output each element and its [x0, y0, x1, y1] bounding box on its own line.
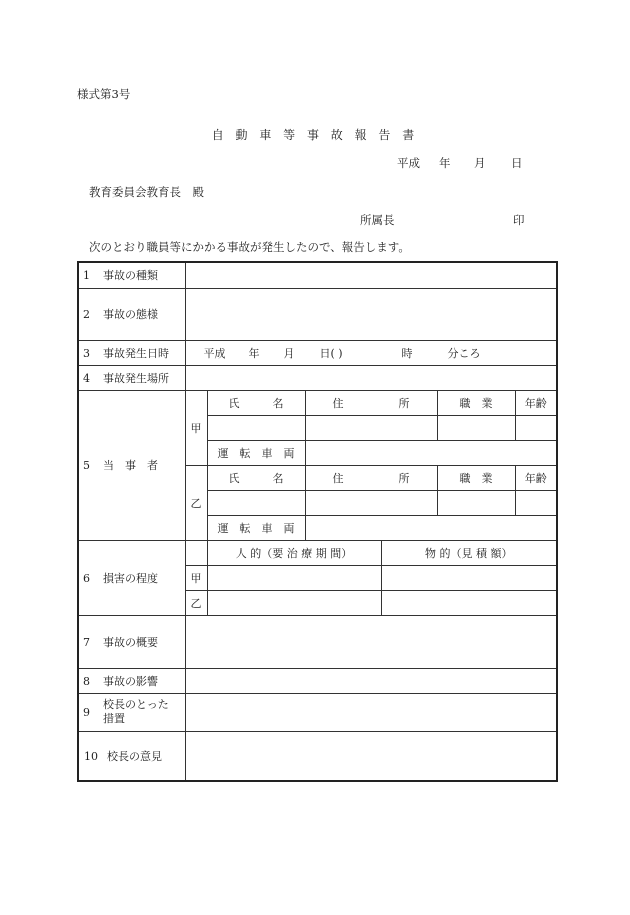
label-parties: 5 当 事 者 [78, 390, 185, 540]
party-a-col-age: 年齢 [515, 390, 557, 415]
row-opinion [78, 731, 557, 781]
date-year: 年 [439, 156, 451, 170]
row-accident-datetime [78, 340, 557, 365]
field-accident-mode[interactable] [185, 288, 557, 340]
dt-day: 日( ) [319, 346, 343, 360]
date-month: 月 [474, 156, 486, 170]
party-b-col-address: 住 所 [305, 465, 437, 490]
party-b-occupation-field[interactable] [437, 490, 515, 515]
dt-era: 平成 [203, 346, 226, 360]
intro-text: 次のとおり職員等にかかる事故が発生したので、報告します。 [89, 240, 410, 254]
damage-party-b-human-field[interactable] [207, 590, 381, 615]
label-measures: 9校長のとった措置 [78, 693, 185, 731]
field-accident-type[interactable] [185, 262, 557, 288]
label-summary: 7 事故の概要 [78, 615, 185, 668]
row-party-a-header [78, 390, 557, 415]
form-number: 様式第3号 [77, 87, 131, 101]
document-title: 自 動 車 等 事 故 報 告 書 [211, 128, 419, 142]
party-a-address-field[interactable] [305, 415, 437, 440]
party-a-age-field[interactable] [515, 415, 557, 440]
seal-mark: 印 [513, 213, 525, 227]
damage-header-blank [185, 540, 207, 565]
dt-minute: 分ころ [447, 346, 481, 360]
label-opinion: 10 校長の意見 [78, 731, 185, 781]
party-b-col-name: 氏 名 [207, 465, 305, 490]
party-a-vehicle-field[interactable] [305, 440, 557, 465]
label-impact: 8 事故の影響 [78, 668, 185, 693]
label-accident-place: 4 事故発生場所 [78, 365, 185, 390]
report-table [77, 261, 558, 782]
field-accident-datetime[interactable] [185, 340, 557, 365]
damage-party-a-mark: 甲 [185, 565, 207, 590]
party-a-col-name: 氏 名 [207, 390, 305, 415]
label-damage: 6 損害の程度 [78, 540, 185, 615]
dt-year: 年 [248, 346, 260, 360]
damage-party-b-mark: 乙 [185, 590, 207, 615]
row-summary [78, 615, 557, 668]
field-accident-place[interactable] [185, 365, 557, 390]
label-accident-type: 1 事故の種類 [78, 262, 185, 288]
addressee: 教育委員会教育長 殿 [89, 185, 204, 199]
row-impact [78, 668, 557, 693]
party-a-col-address: 住 所 [305, 390, 437, 415]
party-a-vehicle-label: 運 転 車 両 [207, 440, 305, 465]
damage-party-a-property-field[interactable] [381, 565, 557, 590]
party-b-vehicle-field[interactable] [305, 515, 557, 540]
row-accident-place [78, 365, 557, 390]
damage-col-human: 人 的（要 治 療 期 間） [207, 540, 381, 565]
damage-party-b-property-field[interactable] [381, 590, 557, 615]
field-impact[interactable] [185, 668, 557, 693]
party-a-mark: 甲 [185, 390, 207, 465]
party-b-col-occupation: 職 業 [437, 465, 515, 490]
damage-col-property: 物 的（見 積 額） [381, 540, 557, 565]
report-date [397, 155, 523, 171]
party-b-address-field[interactable] [305, 490, 437, 515]
party-b-col-age: 年齢 [515, 465, 557, 490]
party-a-occupation-field[interactable] [437, 415, 515, 440]
field-summary[interactable] [185, 615, 557, 668]
row-accident-type [78, 262, 557, 288]
party-a-col-occupation: 職 業 [437, 390, 515, 415]
row-measures [78, 693, 557, 731]
dt-hour: 時 [401, 346, 413, 360]
label-accident-datetime: 3 事故発生日時 [78, 340, 185, 365]
damage-party-a-human-field[interactable] [207, 565, 381, 590]
sender-title: 所属長 [360, 213, 395, 227]
date-day: 日 [511, 156, 523, 170]
party-b-mark: 乙 [185, 465, 207, 540]
party-a-name-field[interactable] [207, 415, 305, 440]
field-opinion[interactable] [185, 731, 557, 781]
label-accident-mode: 2 事故の態様 [78, 288, 185, 340]
field-measures[interactable] [185, 693, 557, 731]
party-b-age-field[interactable] [515, 490, 557, 515]
date-era: 平成 [397, 156, 420, 170]
party-b-vehicle-label: 運 転 車 両 [207, 515, 305, 540]
dt-month: 月 [283, 346, 295, 360]
party-b-name-field[interactable] [207, 490, 305, 515]
row-accident-mode [78, 288, 557, 340]
row-damage-header [78, 540, 557, 565]
